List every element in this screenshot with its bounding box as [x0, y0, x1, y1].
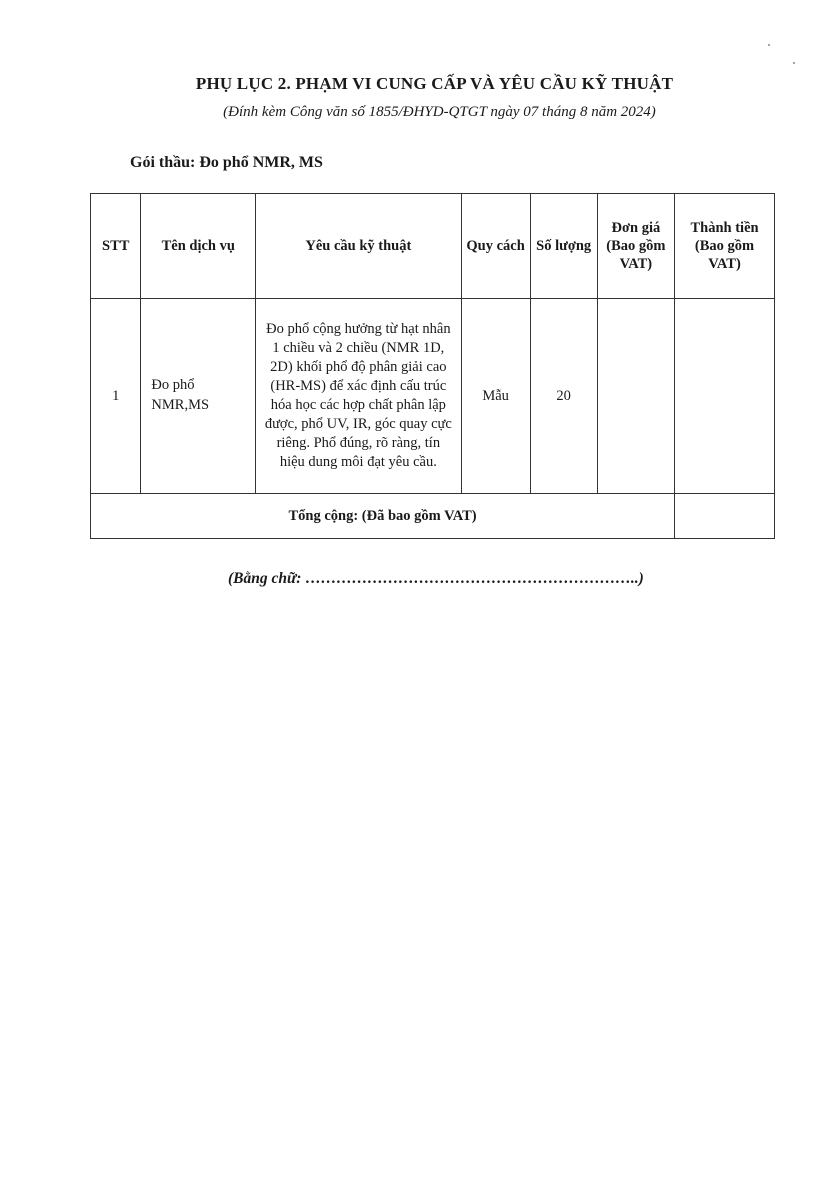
scope-table	[90, 193, 775, 539]
document-title: PHỤ LỤC 2. PHẠM VI CUNG CẤP VÀ YÊU CẦU KỸ THUẬT	[195, 74, 674, 93]
cell-unit-price	[597, 299, 674, 494]
table-total-row	[91, 494, 775, 539]
header-stt: STT	[91, 194, 141, 299]
cell-stt: 1	[91, 299, 141, 494]
header-service-name: Tên dịch vụ	[141, 194, 256, 299]
header-unit: Quy cách	[461, 194, 530, 299]
table-row	[91, 299, 775, 494]
document-subtitle: (Đính kèm Công văn số 1855/ĐHYD-QTGT ngày 07 tháng 8 năm 2024)	[223, 104, 656, 120]
cell-total	[675, 299, 775, 494]
total-label: Tổng cộng: (Đã bao gồm VAT)	[91, 494, 675, 539]
total-value	[675, 494, 775, 539]
table-header-row	[91, 194, 775, 299]
header-unit-price: Đơn giá (Bao gồm VAT)	[597, 194, 674, 299]
amount-in-words: (Bằng chữ: ………………………………………………………..)	[228, 570, 644, 587]
scan-speck	[793, 62, 795, 64]
cell-quantity: 20	[530, 299, 597, 494]
package-label: Gói thầu: Đo phổ NMR, MS	[130, 154, 323, 171]
header-total: Thành tiền (Bao gồm VAT)	[675, 194, 775, 299]
cell-unit: Mẫu	[461, 299, 530, 494]
header-quantity: Số lượng	[530, 194, 597, 299]
cell-tech-requirements: Đo phổ cộng hưởng từ hạt nhân 1 chiều và 2 chiều (NMR 1D, 2D) khối phổ độ phân giải cao (HR-MS) để xác định cấu trúc hóa học các hợp chất phân lập được, phổ UV, IR, góc quay cực riêng. Phổ đúng, rõ ràng, tín hiệu dung môi đạt yêu cầu.	[256, 299, 461, 494]
scan-speck	[768, 44, 770, 46]
cell-service-name: Đo phổ NMR,MS	[141, 299, 256, 494]
header-tech-requirements: Yêu cầu kỹ thuật	[256, 194, 461, 299]
